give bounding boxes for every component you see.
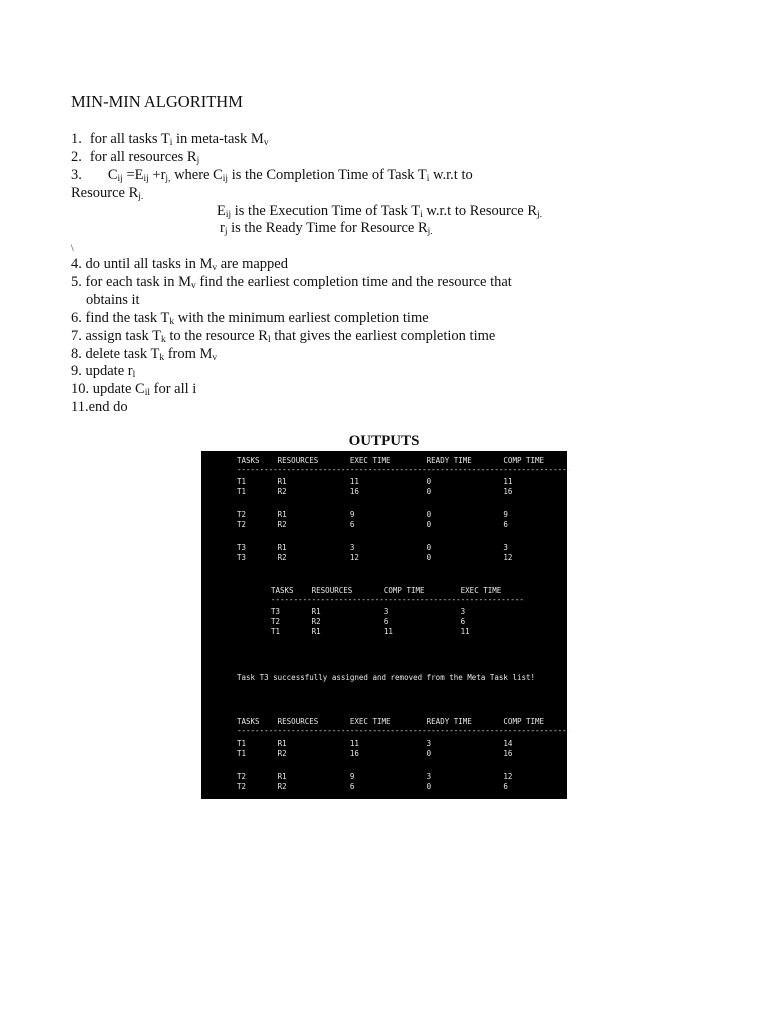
table-row: T2 R2 6 0 6 bbox=[237, 520, 508, 529]
table-row: T2 R1 9 0 9 bbox=[237, 510, 508, 519]
step-number: 1. bbox=[71, 131, 82, 147]
step-text: 8. delete task T bbox=[71, 346, 160, 362]
subscript: j. bbox=[427, 227, 433, 237]
step-text: to the resource R bbox=[165, 328, 268, 344]
step-text: 7. assign task T bbox=[71, 328, 161, 344]
step-text: is the Completion Time of Task T bbox=[228, 167, 427, 183]
table-header: TASKS RESOURCES EXEC TIME READY TIME COMP TIME bbox=[237, 456, 545, 465]
table-row: T1 R1 11 11 bbox=[271, 627, 470, 636]
subscript: ij bbox=[143, 174, 149, 184]
subscript: i bbox=[169, 138, 173, 148]
step-text: is the Ready Time for Resource R bbox=[227, 220, 428, 236]
subscript: k bbox=[159, 353, 165, 363]
step-text: 4. do until all tasks in M bbox=[71, 256, 213, 272]
step-6 bbox=[71, 310, 429, 327]
step-9 bbox=[71, 363, 135, 380]
step-text: that gives the earliest completion time bbox=[270, 328, 496, 344]
step-text: =E bbox=[122, 167, 144, 183]
subscript: i bbox=[420, 210, 423, 220]
step-text: C bbox=[107, 167, 118, 183]
subscript: j bbox=[224, 227, 228, 237]
step-text: find the earliest completion time and the resource that bbox=[195, 274, 512, 290]
step-text: r bbox=[220, 220, 225, 236]
subscript: j, bbox=[165, 174, 171, 184]
step-text: with the minimum earliest completion time bbox=[174, 310, 429, 326]
subscript: j. bbox=[138, 192, 144, 202]
terminal-output-image bbox=[201, 451, 572, 799]
subscript: l bbox=[132, 370, 136, 380]
step-4 bbox=[71, 256, 288, 273]
table-rule: -------------------------------------------------------- bbox=[271, 595, 524, 604]
subscript: ij bbox=[222, 174, 229, 184]
step-text: Resource R bbox=[71, 185, 139, 201]
subscript: v bbox=[263, 138, 269, 148]
step-1 bbox=[71, 131, 269, 148]
step-text: for all i bbox=[149, 381, 197, 397]
step-7 bbox=[71, 328, 495, 345]
step-text: from M bbox=[164, 346, 213, 362]
step-5 bbox=[71, 274, 512, 291]
step-10 bbox=[71, 381, 196, 398]
table-row: T3 R1 3 3 bbox=[271, 607, 466, 616]
step-text: 10. update C bbox=[71, 381, 145, 397]
table-row: T3 R2 12 0 12 bbox=[237, 553, 513, 562]
table-row: T1 R2 16 0 16 bbox=[237, 487, 513, 496]
step-text: where C bbox=[170, 167, 223, 183]
step-8 bbox=[71, 346, 217, 363]
subscript: il bbox=[144, 388, 150, 398]
subscript: j bbox=[196, 156, 200, 166]
step-number: 2. bbox=[71, 149, 82, 165]
table-header: TASKS RESOURCES EXEC TIME READY TIME COMP TIME bbox=[237, 717, 545, 726]
subscript: l bbox=[267, 335, 271, 345]
step-3 bbox=[71, 167, 473, 184]
step-text: w.r.t to bbox=[429, 167, 473, 183]
subscript: i bbox=[426, 174, 430, 184]
outputs-heading: OUTPUTS bbox=[348, 433, 420, 449]
table-row: T3 R1 3 0 3 bbox=[237, 543, 508, 552]
table-row: T1 R2 16 0 16 bbox=[237, 749, 513, 758]
step-text: 9. update r bbox=[71, 363, 133, 379]
subscript: k bbox=[160, 335, 166, 345]
definition-execution-time bbox=[217, 203, 542, 220]
table-rule: -------------------------------------------------------------------------- bbox=[237, 465, 572, 474]
page-title: MIN-MIN ALGORITHM bbox=[71, 92, 243, 111]
table-row: T2 R2 6 0 6 bbox=[237, 782, 508, 791]
step-11: 11.end do bbox=[71, 399, 128, 415]
step-2 bbox=[71, 149, 199, 166]
table-row: T1 R1 11 3 14 bbox=[237, 739, 513, 748]
step-text: w.r.t to Resource R bbox=[422, 203, 537, 219]
step-text: +r bbox=[148, 167, 166, 183]
subscript: ij bbox=[225, 210, 232, 220]
subscript: j. bbox=[537, 210, 543, 220]
step-5-continued: obtains it bbox=[86, 292, 140, 308]
step-text: for all resources R bbox=[89, 149, 197, 165]
subscript: v bbox=[191, 281, 196, 291]
step-text: are mapped bbox=[217, 256, 288, 272]
step-text: in meta-task M bbox=[172, 131, 264, 147]
step-text: E bbox=[217, 203, 226, 219]
table-rule: -------------------------------------------------------------------------- bbox=[237, 726, 572, 735]
table-row: T2 R2 6 6 bbox=[271, 617, 466, 626]
step-number: 3. bbox=[71, 167, 82, 183]
step-text: 5. for each task in M bbox=[71, 274, 191, 290]
subscript: k bbox=[169, 317, 175, 327]
subscript: ij bbox=[117, 174, 123, 184]
subscript: v bbox=[212, 263, 218, 273]
stray-backslash: \ bbox=[71, 243, 74, 253]
step-3-continued bbox=[71, 185, 143, 202]
step-text: 6. find the task T bbox=[71, 310, 170, 326]
status-message: Task T3 successfully assigned and removed from the Meta Task list! bbox=[237, 673, 536, 682]
table-row: T1 R1 11 0 11 bbox=[237, 477, 513, 486]
subscript: v bbox=[212, 353, 218, 363]
table-row: T2 R1 9 3 12 bbox=[237, 772, 513, 781]
step-text: for all tasks T bbox=[89, 131, 170, 147]
table-header: TASKS RESOURCES COMP TIME EXEC TIME bbox=[271, 586, 502, 595]
step-text: is the Execution Time of Task T bbox=[231, 203, 421, 219]
definition-ready-time bbox=[220, 220, 433, 237]
